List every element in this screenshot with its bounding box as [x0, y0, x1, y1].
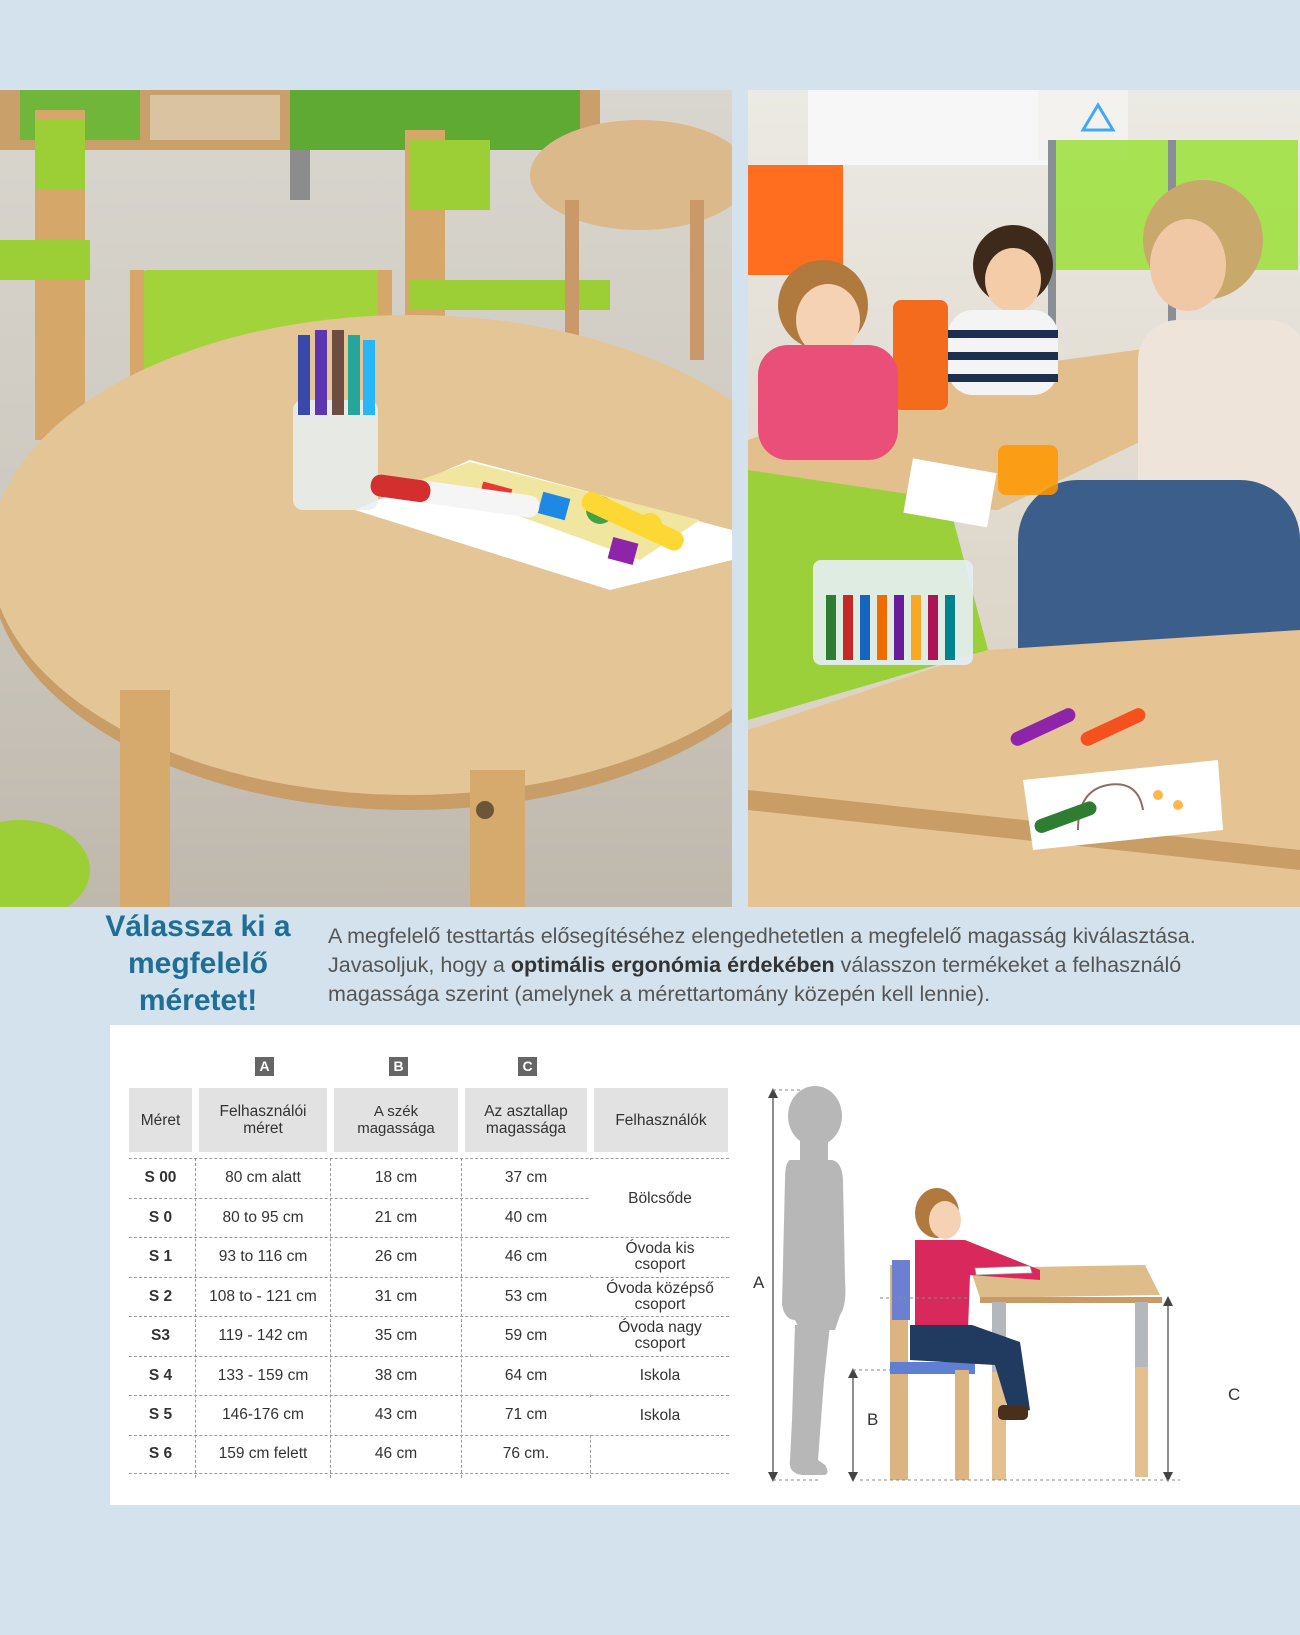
- users-group-bolcsode: Bölcsőde: [590, 1160, 730, 1237]
- header-users: [594, 1088, 728, 1152]
- ergonomics-diagram: [740, 1080, 1240, 1495]
- cell-user-size: 108 to - 121 cm: [209, 1287, 317, 1305]
- column-letter-a: A: [255, 1057, 274, 1076]
- cell-table-height: 71 cm: [504, 1406, 548, 1424]
- cell-chair-height: 18 cm: [374, 1169, 418, 1187]
- users-group-iskola-1: Iskola: [590, 1357, 730, 1394]
- cell-chair-height: 43 cm: [374, 1406, 418, 1424]
- cell-size: S 00: [144, 1169, 177, 1187]
- standing-child-silhouette: [782, 1086, 845, 1475]
- cell-user-size: 159 cm felett: [218, 1445, 308, 1463]
- page-title: [98, 908, 298, 1019]
- cell-size: S 6: [148, 1445, 173, 1463]
- title-line-1: Válassza ki a: [105, 910, 291, 943]
- children-drawing-illustration: [748, 90, 1300, 907]
- cell-chair-height: 26 cm: [374, 1248, 418, 1266]
- intro-text-start: A megfelelő testtartás elősegítéséhez elengedhetetlen a megfelelő magasság kiválasztása. Javasoljuk, hogy a: [328, 924, 1196, 977]
- cell-user-size: 80 cm alatt: [225, 1169, 301, 1187]
- header-table-height: [465, 1088, 587, 1152]
- header-table-height-text: Az asztallap magassága: [484, 1103, 568, 1137]
- cell-user-size: 119 - 142 cm: [218, 1327, 308, 1345]
- classroom-photo-children-drawing: [748, 90, 1300, 907]
- cell-chair-height: 35 cm: [374, 1327, 418, 1345]
- cell-table-height: 76 cm.: [502, 1445, 550, 1463]
- users-group-ovoda-kozepso-text: Óvoda középső csoport: [606, 1279, 714, 1313]
- cell-user-size: 80 to 95 cm: [222, 1208, 304, 1226]
- header-size-text: Méret: [140, 1111, 181, 1129]
- users-group-ovoda-kozepso: [590, 1278, 730, 1315]
- intro-emphasis: optimális ergonómia érdekében: [510, 953, 835, 977]
- users-group-ovoda-nagy-text: Óvoda nagy csoport: [618, 1318, 702, 1352]
- cell-user-size: 146-176 cm: [222, 1406, 304, 1424]
- dimension-label-a: A: [753, 1273, 765, 1292]
- users-group-iskola-2: Iskola: [590, 1397, 730, 1434]
- cell-size: S 1: [148, 1248, 173, 1266]
- users-group-ovoda-kis-text: Óvoda kis csoport: [625, 1239, 695, 1273]
- seated-child: [910, 1188, 1040, 1420]
- cell-size: S3: [151, 1327, 170, 1345]
- classroom-photo-round-table: [0, 90, 732, 907]
- cell-table-height: 64 cm: [504, 1366, 548, 1384]
- column-divider: [330, 1158, 331, 1478]
- cell-table-height: 40 cm: [504, 1208, 548, 1226]
- cell-user-size: 93 to 116 cm: [218, 1248, 308, 1266]
- intro-text-end: válasszon termékeket a felhasználó magassága szerint (amelynek a mérettartomány közepén kell lennie).: [328, 953, 1182, 1006]
- header-chair-height: [334, 1088, 458, 1152]
- column-divider: [461, 1158, 462, 1478]
- column-letter-b: B: [389, 1057, 408, 1076]
- dimension-label-b: B: [867, 1410, 879, 1429]
- cell-size: S 0: [148, 1208, 173, 1226]
- column-letter-c: C: [518, 1057, 537, 1076]
- header-user-size-text: Felhasználói méret: [219, 1103, 307, 1137]
- cell-table-height: 46 cm: [504, 1248, 548, 1266]
- header-chair-height-text: A szék magassága: [357, 1103, 435, 1137]
- header-size: [129, 1088, 192, 1152]
- users-group-ovoda-kis: [590, 1238, 730, 1275]
- dimension-label-c: C: [1228, 1385, 1241, 1404]
- cell-chair-height: 38 cm: [374, 1366, 418, 1384]
- cell-chair-height: 46 cm: [374, 1445, 418, 1463]
- round-table-illustration: [0, 90, 732, 907]
- cell-table-height: 37 cm: [504, 1169, 548, 1187]
- intro-paragraph: [328, 922, 1288, 1009]
- cell-chair-height: 21 cm: [374, 1208, 418, 1226]
- cell-chair-height: 31 cm: [374, 1287, 418, 1305]
- table-row: [129, 1435, 729, 1475]
- header-users-text: Felhasználók: [615, 1111, 707, 1129]
- header-user-size: [199, 1088, 327, 1152]
- cell-size: S 2: [148, 1287, 173, 1305]
- users-group-ovoda-nagy: [590, 1317, 730, 1354]
- cell-user-size: 133 - 159 cm: [217, 1366, 309, 1384]
- cell-size: S 5: [148, 1406, 173, 1424]
- title-line-3: méretet!: [138, 984, 258, 1017]
- column-divider: [195, 1158, 196, 1478]
- title-line-2: megfelelő: [127, 947, 269, 980]
- cell-table-height: 59 cm: [504, 1327, 548, 1345]
- cell-size: S 4: [148, 1366, 173, 1384]
- cell-table-height: 53 cm: [504, 1287, 548, 1305]
